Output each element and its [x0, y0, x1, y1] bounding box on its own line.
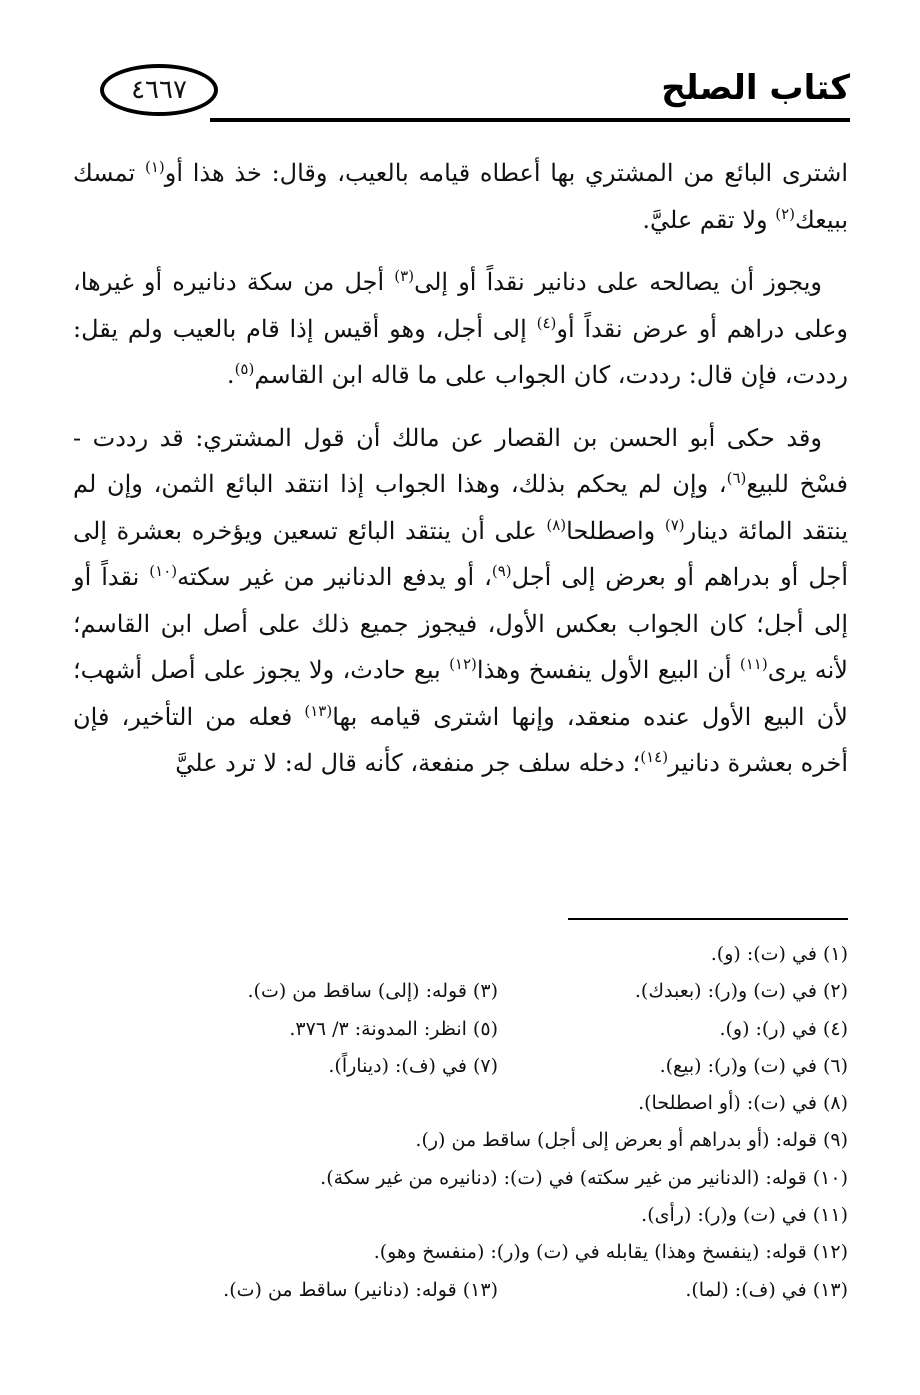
footnote-row — [148, 1122, 848, 1159]
footnote-row — [148, 1011, 848, 1048]
footnote-ref-10[interactable]: (١٠) — [149, 562, 178, 580]
footnote-row — [148, 973, 848, 1010]
footnotes — [148, 936, 848, 1309]
footnote-13b: (١٣) قوله: (دنانير) ساقط من (ت). — [223, 1278, 498, 1301]
footnote-row — [148, 1160, 848, 1197]
footnote-12: (١٢) قوله: (ينفسخ وهذا) يقابله في (ت) و(ر): (منفسخ وهو). — [373, 1241, 848, 1264]
footnote-ref-7[interactable]: (٧) — [664, 515, 685, 534]
footnote-ref-9[interactable]: (٩) — [491, 562, 512, 580]
footnote-9: (٩) قوله: (أو بدراهم أو بعرض إلى أجل) ساقط من (ر). — [415, 1129, 848, 1152]
footnote-2: (٢) في (ت) و(ر): (بعبدك). — [634, 980, 848, 1003]
chapter-title: كتاب الصلح — [661, 68, 850, 108]
main-text — [73, 150, 848, 803]
footnote-1: (١) في (ت): (و). — [710, 943, 848, 965]
footnote-13a: (١٣) في (ف): (لما). — [685, 1278, 848, 1301]
footnote-ref-14[interactable]: (١٤) — [640, 748, 669, 766]
header-rule — [210, 118, 850, 122]
footnote-ref-4[interactable]: (٤) — [536, 313, 557, 332]
footnote-row — [148, 936, 848, 973]
footnote-ref-11[interactable]: (١١) — [739, 655, 768, 673]
footnote-3: (٣) قوله: (إلى) ساقط من (ت). — [247, 980, 498, 1003]
footnote-row — [148, 1048, 848, 1085]
footnote-ref-3[interactable]: (٣) — [394, 267, 415, 285]
footnote-10: (١٠) قوله: (الدنانير من غير سكته) في (ت): (دنانيره من غير سكة). — [320, 1166, 848, 1189]
footnote-ref-8[interactable]: (٨) — [546, 515, 567, 534]
paragraph-3: وقد حكى أبو الحسن بن القصار عن مالك أن قول المشتري: قد رددت - فسْخ للبيع$^{(٦)}$، وإن لم يحكم بذلك، وهذا الجواب إذا انتقد البائع الثمن، وإن لم ينتقد المائة دينار$^{(٧)}$ واصطلحا$^{(٨)}$ على أن ينتقد البائع تسعين ويؤخره بعشرة إلى أجل أو بدراهم أو بعرض إلى أجل$^{(٩)}$، أو يدفع الدنانير من غير سكته$^{(١٠)}$ نقداً أو إلى أجل؛ كان الجواب بعكس الأول، فيجوز جميع ذلك على أصل ابن القاسم؛ لأنه يرى$^{(١١)}$ أن البيع الأول ينفسخ وهذا$^{(١٢)}$ بيع حادث، ولا يجوز على أصل أشهب؛ لأن البيع الأول عنده منعقد، وإنها اشترى قيامه بها$^{(١٣)}$ فعله من التأخير، فإن أخره بعشرة دنانير$^{(١٤)}$؛ دخله سلف جر منفعة، كأنه قال له: لا ترد عليَّ — [73, 423, 849, 777]
footnote-row — [148, 1197, 848, 1234]
footnote-ref-2[interactable]: (٢) — [775, 204, 796, 223]
paragraph-2: ويجوز أن يصالحه على دنانير نقداً أو إلى$^{(٣)}$ أجل من سكة دنانيره أو غيرها، وعلى دراهم أو عرض نقداً أو$^{(٤)}$ إلى أجل، وهو أقيس إذا قام بالعيب ولم يقل: رددت، فإن قال: رددت، كان الجواب على ما قاله ابن القاسم$^{(٥)}$. — [73, 267, 849, 389]
footnote-5: (٥) انظر: المدونة: ٣/ ٣٧٦. — [289, 1017, 498, 1040]
footnote-ref-1[interactable]: (١) — [144, 158, 165, 176]
footnote-row — [148, 1272, 848, 1309]
page-header — [100, 58, 850, 122]
footnote-8: (٨) في (ت): (أو اصطلحا). — [638, 1092, 848, 1115]
footnote-11: (١١) في (ت) و(ر): (رأى). — [641, 1204, 848, 1227]
footnote-4: (٤) في (ر): (و). — [719, 1017, 848, 1040]
footnote-row — [148, 1085, 848, 1122]
footnote-ref-12[interactable]: (١٢) — [449, 655, 477, 673]
footnote-ref-13[interactable]: (١٣) — [304, 701, 333, 720]
footnote-7: (٧) في (ف): (ديناراً). — [328, 1054, 498, 1077]
footnote-row — [148, 1234, 848, 1271]
footnote-separator — [568, 918, 848, 920]
footnote-ref-5[interactable]: (٥) — [234, 360, 255, 378]
footnote-ref-6[interactable]: (٦) — [726, 469, 747, 487]
page-number: ٤٦٦٧ — [100, 64, 218, 116]
footnote-6: (٦) في (ت) و(ر): (بيع). — [659, 1054, 848, 1077]
paragraph-1: اشترى البائع من المشتري بها أعطاه قيامه بالعيب، وقال: خذ هذا أو$^{(١)}$ تمسك ببيعك$^{(٢)}$ ولا تقم عليَّ. — [73, 158, 848, 234]
